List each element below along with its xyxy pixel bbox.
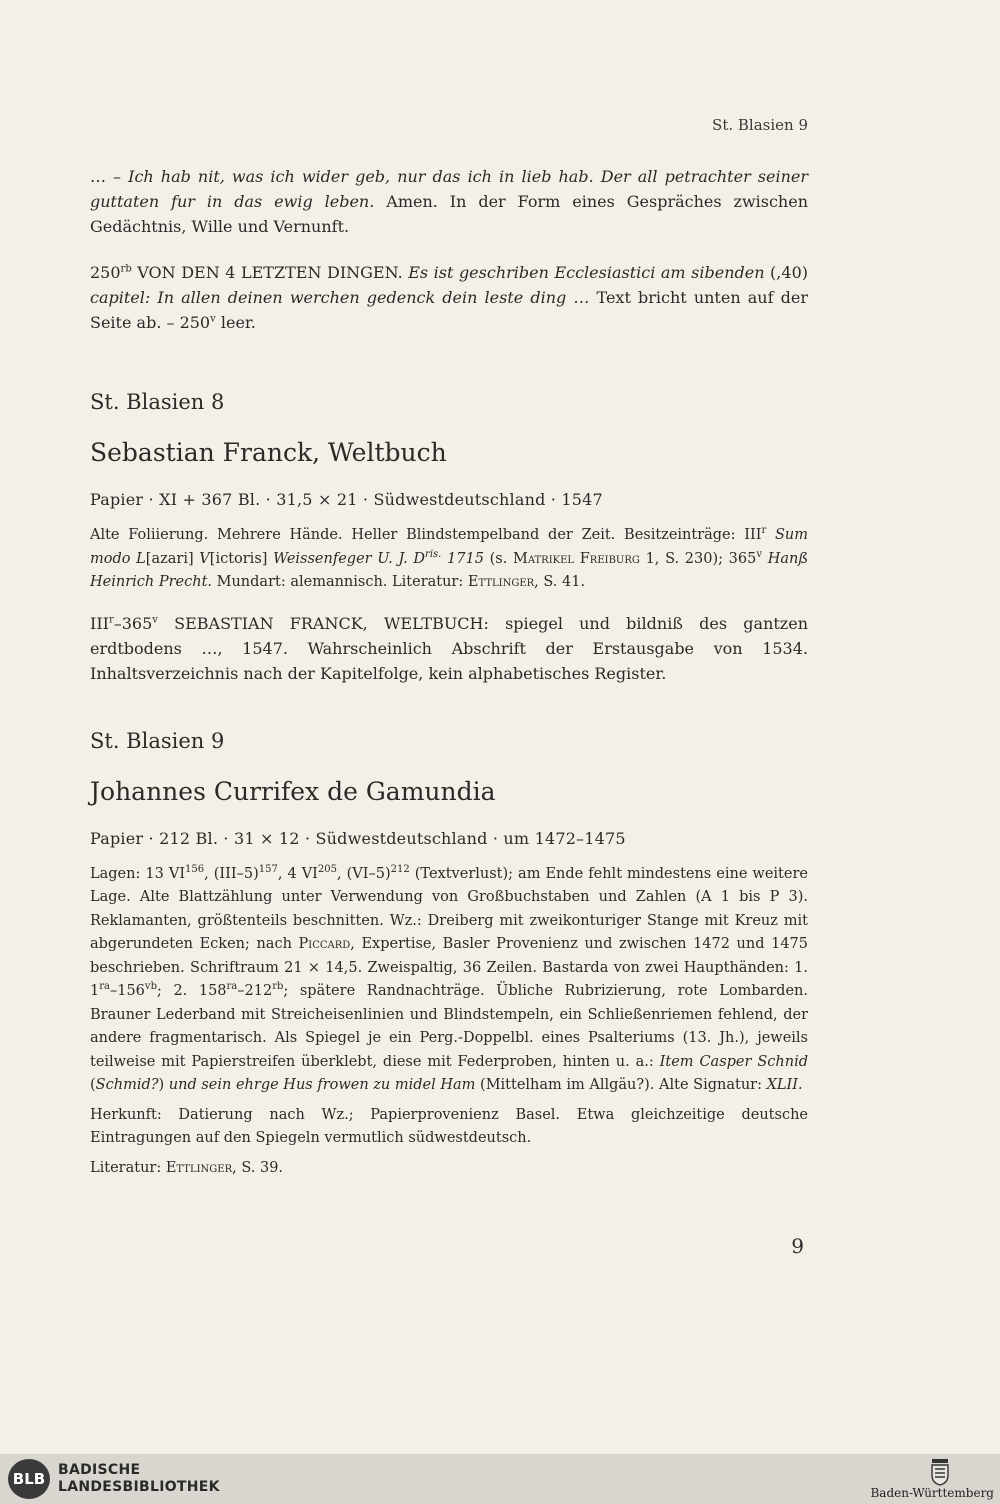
- entry-signature: St. Blasien 9: [90, 728, 225, 753]
- entry-title: Sebastian Franck, Weltbuch: [90, 438, 447, 467]
- entry-content: III$^r$–365$^v$ SEBASTIAN FRANCK, WELTBUCH: spiegel und bildniß des gantzen erdtbodens …, 1547. Wahrscheinlich Abschrift der Erstausgabe von 1534. Inhaltsverzeichnis nach der Kapitelfolge, kein alphabetisches Register.: [90, 613, 808, 683]
- library-name[interactable]: BADISCHE LANDESBIBLIOTHEK: [58, 1462, 220, 1495]
- footer-bar: [0, 1454, 1000, 1504]
- entry-title: Johannes Currifex de Gamundia: [90, 776, 496, 806]
- entry-codicology: Lagen: 13 VI$^{156}$, $(III-5)^{157}$, 4 VI$^{205}$, $(VI-5)^{212}$ (Textverlust); am Ende fehlt mindestens eine weitere Lage. Alte Blattzählung unter Verwendung von Großbuchstaben und Zahlen (A 1 bis P 3). Reklamanten, größtenteils beschnitten. Wz.: Dreiberg mit zweikonturiger Stange mit Kreuz mit abgerundeten Ecken; nach Piccard, Expertise, Basler Provenienz und zwischen 1472 und 1475 beschrieben. Schriftraum 21 × 14,5. Zweispaltig, 36 Zeilen. Bastarda von zwei Haupthänden: 1. $1^{ra}-156^{vb}$; 2. $158^{ra}-212^{rb}$; spätere Randnachträge. Übliche Rubrizierung, rote Lombarden. Brauner Lederband mit Streicheisenlinien und Blindstempeln, ein Schließenriemen fehlend, der andere fragmentarisch. Als Spiegel je ein Perg.-Doppelbl. eines Psalteriums (13. Jh.), jeweils teilweise mit Papierstreifen überklebt, diese mit Federproben, hinten u. a.: Item Casper Schnid (Schmid?) und sein ehrge Hus frowen zu midel Ham (Mittelham im Allgäu?). Alte Signatur: XLII.: [90, 863, 809, 1093]
- entry-physical-description: Papier · XI + 367 Bl. · 31,5 × 21 · Südwestdeutschland · 1547: [90, 490, 603, 509]
- page-content: [90, 164, 808, 1180]
- page-number: 9: [791, 1234, 804, 1258]
- coat-of-arms-icon: [929, 1457, 951, 1487]
- entry-literature: Literatur: Ettlinger, S. 39.: [90, 1159, 284, 1176]
- entry-provenance: Herkunft: Datierung nach Wz.; Papierprovenienz Basel. Etwa gleichzeitige deutsche Eintragungen auf den Spiegeln vermutlich südwestdeutsch.: [90, 1106, 808, 1146]
- entry-physical-description: Papier · 212 Bl. · 31 × 12 · Südwestdeutschland · um 1472–1475: [90, 828, 626, 848]
- entry-notes: Alte Foliierung. Mehrere Hände. Heller Blindstempelband der Zeit. Besitzeinträge: III$^r$ Sum modo L[azari] V[ictoris] Weissenfeger U. J. $D^{ris.}$ 1715 (s. Matrikel Freiburg 1, S. 230); 365$^v$ Hanß Heinrich Precht. Mundart: alemannisch. Literatur: Ettlinger, S. 41.: [90, 525, 809, 590]
- entry-signature: St. Blasien 8: [90, 390, 225, 414]
- prev-entry-incipit: … – Ich hab nit, was ich wider geb, nur das ich in lieb hab. Der all petrachter seiner guttaten fur in das ewig leben. Amen. In der Form eines Gespräches zwischen Gedächtnis, Wille und Vernunft.: [90, 167, 809, 236]
- blb-logo[interactable]: BLB: [8, 1459, 50, 1499]
- state-name[interactable]: Baden-Württemberg: [870, 1486, 994, 1500]
- prev-entry-text: $250^{rb}$ VON DEN 4 LETZTEN DINGEN. Es ist geschriben Ecclesiastici am sibenden (,40) capitel: In allen deinen werchen gedenck dein leste ding … Text bricht unten auf der Seite ab. – 250$^v$ leer.: [90, 263, 809, 332]
- running-head: St. Blasien 9: [712, 116, 808, 134]
